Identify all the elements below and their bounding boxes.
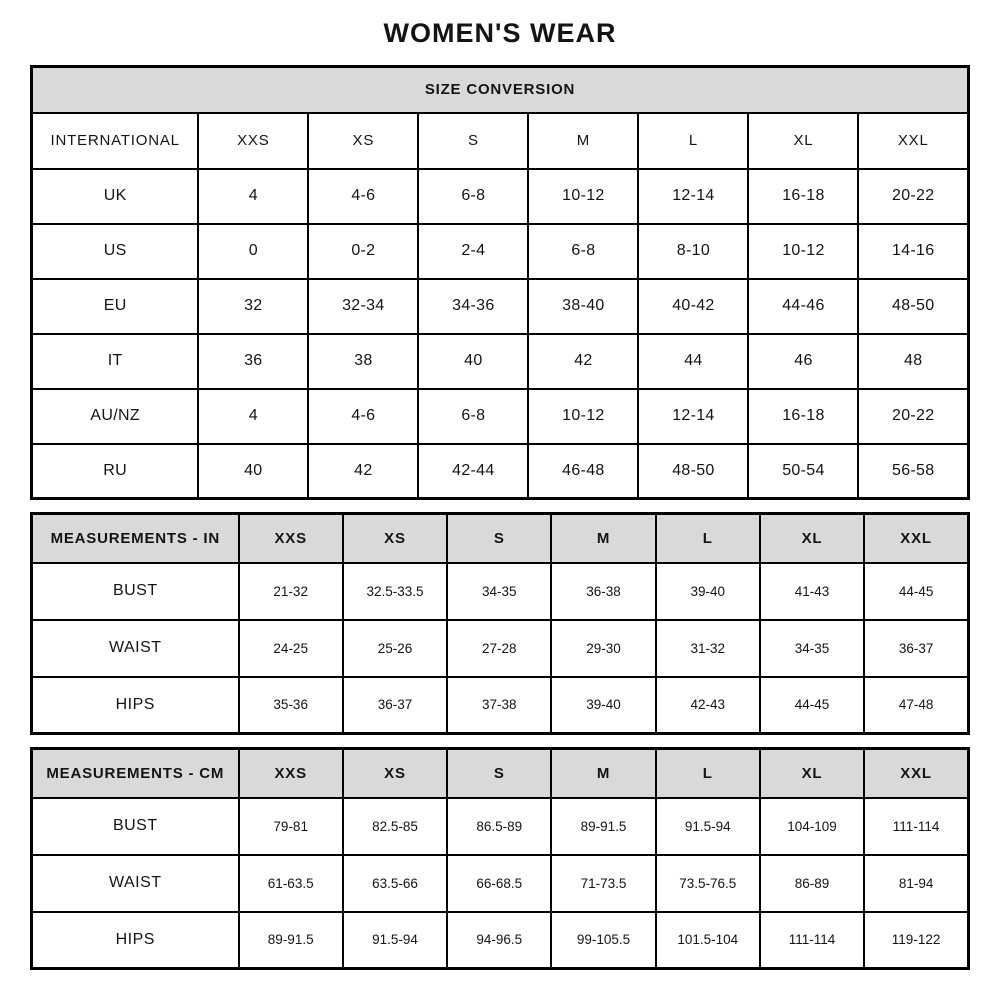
table-cell: 12-14 xyxy=(638,389,748,444)
table-cell: 44-45 xyxy=(864,563,968,620)
table-row xyxy=(32,113,969,169)
column-header: XXS xyxy=(239,514,343,563)
table-cell: 36-37 xyxy=(343,677,447,734)
table-cell: 20-22 xyxy=(858,169,968,224)
table-cell: 61-63.5 xyxy=(239,855,343,912)
table-cell: 47-48 xyxy=(864,677,968,734)
table-cell: 0-2 xyxy=(308,224,418,279)
column-header: XXS xyxy=(239,749,343,798)
size-conversion-title: SIZE CONVERSION xyxy=(32,67,969,113)
table-cell: 40 xyxy=(418,334,528,389)
table-cell: 48 xyxy=(858,334,968,389)
column-header: M xyxy=(528,113,638,169)
column-header: XXL xyxy=(858,113,968,169)
column-header: L xyxy=(656,514,760,563)
table-cell: 44-45 xyxy=(760,677,864,734)
table-cell: 48-50 xyxy=(858,279,968,334)
table-row xyxy=(32,912,969,969)
table-cell: 6-8 xyxy=(418,169,528,224)
table-cell: 34-35 xyxy=(760,620,864,677)
table-cell: 32.5-33.5 xyxy=(343,563,447,620)
row-label: BUST xyxy=(32,563,239,620)
table-row xyxy=(32,389,969,444)
table-cell: 44-46 xyxy=(748,279,858,334)
table-cell: 27-28 xyxy=(447,620,551,677)
table-cell: 81-94 xyxy=(864,855,968,912)
table-cell: 16-18 xyxy=(748,389,858,444)
table-cell: 48-50 xyxy=(638,444,748,499)
table-cell: 4-6 xyxy=(308,389,418,444)
table-row xyxy=(32,334,969,389)
table-cell: 94-96.5 xyxy=(447,912,551,969)
row-label: HIPS xyxy=(32,677,239,734)
table-cell: 86.5-89 xyxy=(447,798,551,855)
column-header: XL xyxy=(760,514,864,563)
table-row xyxy=(32,169,969,224)
table-cell: 79-81 xyxy=(239,798,343,855)
table-row xyxy=(32,224,969,279)
table-cell: 50-54 xyxy=(748,444,858,499)
table-cell: 46 xyxy=(748,334,858,389)
row-label: AU/NZ xyxy=(32,389,199,444)
column-header: L xyxy=(656,749,760,798)
table-row xyxy=(32,444,969,499)
table-cell: 36-37 xyxy=(864,620,968,677)
row-label: BUST xyxy=(32,798,239,855)
table-cell: 10-12 xyxy=(528,169,638,224)
table-cell: 16-18 xyxy=(748,169,858,224)
measurements-cm-title: MEASUREMENTS - CM xyxy=(32,749,239,798)
table-cell: 4-6 xyxy=(308,169,418,224)
measurements-cm-table xyxy=(30,747,970,970)
table-cell: 38-40 xyxy=(528,279,638,334)
table-row xyxy=(32,749,969,798)
table-cell: 89-91.5 xyxy=(551,798,655,855)
row-label: IT xyxy=(32,334,199,389)
table-cell: 4 xyxy=(198,169,308,224)
column-header: M xyxy=(551,514,655,563)
table-cell: 73.5-76.5 xyxy=(656,855,760,912)
table-cell: 56-58 xyxy=(858,444,968,499)
measurements-in-title: MEASUREMENTS - IN xyxy=(32,514,239,563)
table-cell: 25-26 xyxy=(343,620,447,677)
row-label: RU xyxy=(32,444,199,499)
column-header: XXS xyxy=(198,113,308,169)
table-cell: 8-10 xyxy=(638,224,748,279)
table-cell: 2-4 xyxy=(418,224,528,279)
table-cell: 21-32 xyxy=(239,563,343,620)
table-cell: 119-122 xyxy=(864,912,968,969)
row-label: HIPS xyxy=(32,912,239,969)
table-row xyxy=(32,279,969,334)
row-label: EU xyxy=(32,279,199,334)
table-cell: 42-43 xyxy=(656,677,760,734)
table-cell: 36-38 xyxy=(551,563,655,620)
table-cell: 111-114 xyxy=(864,798,968,855)
column-header: XXL xyxy=(864,749,968,798)
column-header: XL xyxy=(760,749,864,798)
table-cell: 37-38 xyxy=(447,677,551,734)
column-header: M xyxy=(551,749,655,798)
table-cell: 46-48 xyxy=(528,444,638,499)
column-header: L xyxy=(638,113,748,169)
table-cell: 38 xyxy=(308,334,418,389)
table-cell: 0 xyxy=(198,224,308,279)
table-cell: 4 xyxy=(198,389,308,444)
table-cell: 42 xyxy=(308,444,418,499)
row-label: WAIST xyxy=(32,620,239,677)
table-cell: 29-30 xyxy=(551,620,655,677)
table-cell: 111-114 xyxy=(760,912,864,969)
row-label: WAIST xyxy=(32,855,239,912)
table-cell: 63.5-66 xyxy=(343,855,447,912)
table-cell: 34-36 xyxy=(418,279,528,334)
table-cell: 14-16 xyxy=(858,224,968,279)
table-cell: 10-12 xyxy=(748,224,858,279)
table-row xyxy=(32,855,969,912)
table-cell: 101.5-104 xyxy=(656,912,760,969)
table-row xyxy=(32,67,969,113)
column-header: XXL xyxy=(864,514,968,563)
table-cell: 42-44 xyxy=(418,444,528,499)
table-cell: 89-91.5 xyxy=(239,912,343,969)
table-cell: 91.5-94 xyxy=(343,912,447,969)
table-row xyxy=(32,620,969,677)
spacer xyxy=(30,735,970,747)
column-header: S xyxy=(418,113,528,169)
table-cell: 42 xyxy=(528,334,638,389)
table-cell: 10-12 xyxy=(528,389,638,444)
table-row xyxy=(32,514,969,563)
column-header: XS xyxy=(308,113,418,169)
table-cell: 66-68.5 xyxy=(447,855,551,912)
table-cell: 40-42 xyxy=(638,279,748,334)
table-cell: 86-89 xyxy=(760,855,864,912)
column-header: S xyxy=(447,749,551,798)
table-cell: 6-8 xyxy=(528,224,638,279)
column-header: XL xyxy=(748,113,858,169)
table-cell: 32 xyxy=(198,279,308,334)
table-cell: 12-14 xyxy=(638,169,748,224)
row-label: UK xyxy=(32,169,199,224)
size-conversion-table xyxy=(30,65,970,500)
table-cell: 20-22 xyxy=(858,389,968,444)
table-cell: 41-43 xyxy=(760,563,864,620)
table-cell: 44 xyxy=(638,334,748,389)
table-cell: 104-109 xyxy=(760,798,864,855)
table-cell: 39-40 xyxy=(656,563,760,620)
spacer xyxy=(30,500,970,512)
table-cell: 99-105.5 xyxy=(551,912,655,969)
table-row xyxy=(32,677,969,734)
table-row xyxy=(32,563,969,620)
table-cell: 39-40 xyxy=(551,677,655,734)
table-cell: 6-8 xyxy=(418,389,528,444)
table-cell: 24-25 xyxy=(239,620,343,677)
row-label: US xyxy=(32,224,199,279)
table-cell: 31-32 xyxy=(656,620,760,677)
column-header: S xyxy=(447,514,551,563)
table-row xyxy=(32,798,969,855)
column-header: XS xyxy=(343,749,447,798)
table-cell: 91.5-94 xyxy=(656,798,760,855)
page-title: WOMEN'S WEAR xyxy=(383,18,617,48)
column-header: INTERNATIONAL xyxy=(32,113,199,169)
table-cell: 82.5-85 xyxy=(343,798,447,855)
table-cell: 32-34 xyxy=(308,279,418,334)
table-cell: 34-35 xyxy=(447,563,551,620)
measurements-in-table xyxy=(30,512,970,735)
table-cell: 71-73.5 xyxy=(551,855,655,912)
column-header: XS xyxy=(343,514,447,563)
table-cell: 36 xyxy=(198,334,308,389)
table-cell: 35-36 xyxy=(239,677,343,734)
table-cell: 40 xyxy=(198,444,308,499)
